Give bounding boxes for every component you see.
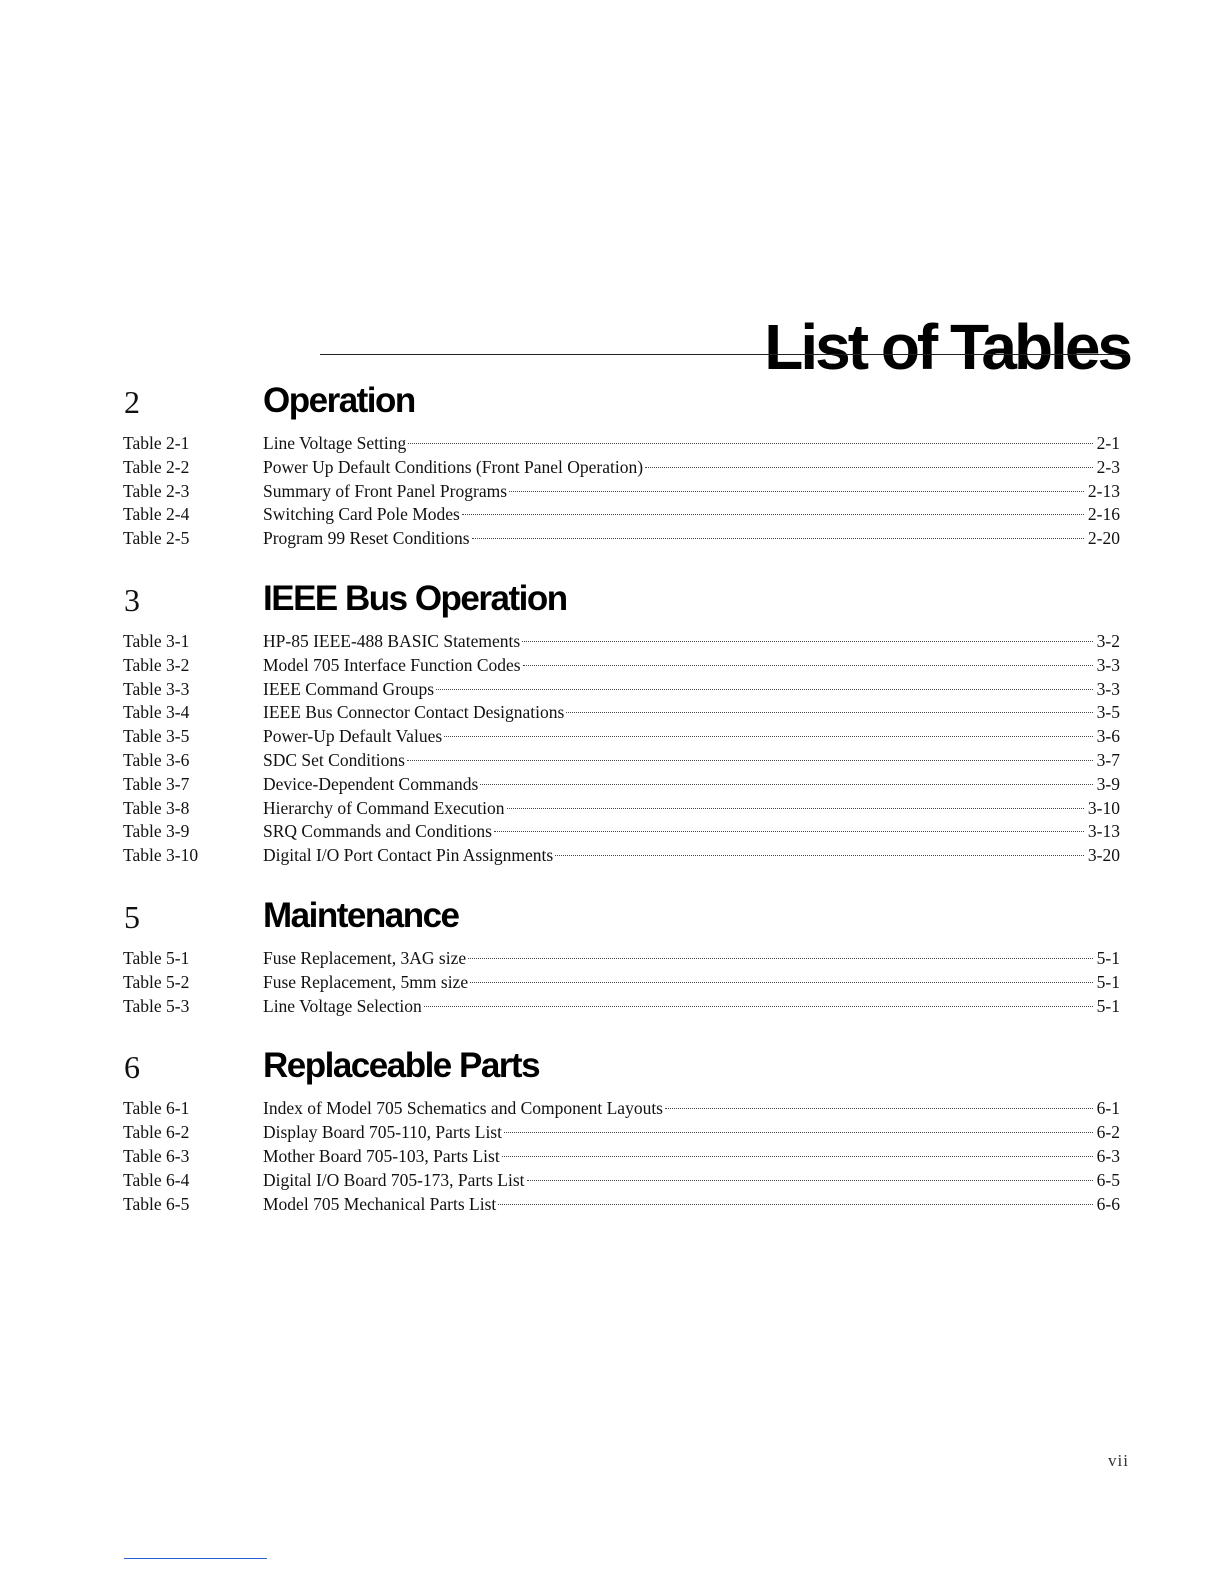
table-title: Digital I/O Board 705-173, Parts List: [263, 1169, 525, 1190]
section-header: [0, 1045, 1224, 1097]
page-reference: 6-2: [1096, 1122, 1120, 1143]
dot-leader: [407, 760, 1093, 761]
dot-leader: [444, 736, 1093, 737]
toc-entry[interactable]: [0, 1121, 1224, 1145]
table-label: Table 3-8: [123, 797, 190, 818]
table-title: Power-Up Default Values: [263, 726, 443, 747]
toc-entry[interactable]: [0, 947, 1224, 971]
table-title: Hierarchy of Command Execution: [263, 797, 505, 818]
dot-leader: [509, 491, 1084, 492]
footer-rule: [124, 1558, 267, 1559]
table-label: Table 3-10: [123, 845, 199, 866]
dot-leader: [480, 784, 1092, 785]
table-label: Table 6-5: [123, 1193, 190, 1214]
dot-leader: [424, 1006, 1093, 1007]
table-title: Digital I/O Port Contact Pin Assignments: [263, 845, 554, 866]
table-label: Table 6-4: [123, 1169, 190, 1190]
section-maintenance: [0, 895, 1224, 1018]
section-title: Operation: [263, 381, 415, 420]
page-reference: 6-3: [1096, 1145, 1120, 1166]
toc-entry[interactable]: [0, 654, 1224, 678]
table-title: Summary of Front Panel Programs: [263, 480, 508, 501]
toc-entry[interactable]: [0, 797, 1224, 821]
table-title: Fuse Replacement, 5mm size: [263, 971, 469, 992]
dot-leader: [502, 1156, 1093, 1157]
table-title: Display Board 705-110, Parts List: [263, 1122, 502, 1143]
dot-leader: [665, 1108, 1093, 1109]
toc-entry[interactable]: [0, 773, 1224, 797]
toc-entry[interactable]: [0, 1145, 1224, 1169]
page-reference: 5-1: [1096, 947, 1120, 968]
page-reference: 2-16: [1087, 504, 1120, 525]
table-label: Table 6-1: [123, 1098, 190, 1119]
table-label: Table 3-4: [123, 702, 190, 723]
table-of-tables: [0, 380, 1224, 1243]
page-reference: 5-1: [1096, 971, 1120, 992]
page-title: List of Tables: [764, 310, 1130, 383]
table-title: SDC Set Conditions: [263, 749, 405, 770]
toc-entry[interactable]: [0, 503, 1224, 527]
page-reference: 3-5: [1096, 702, 1120, 723]
page-reference: 6-6: [1096, 1193, 1120, 1214]
title-rule: [320, 354, 1128, 355]
toc-entry[interactable]: [0, 820, 1224, 844]
page-reference: 3-20: [1087, 845, 1120, 866]
toc-entry[interactable]: [0, 749, 1224, 773]
section-number: 6: [124, 1049, 140, 1086]
table-label: Table 3-1: [123, 630, 190, 651]
table-label: Table 3-3: [123, 678, 190, 699]
toc-entry[interactable]: [0, 1193, 1224, 1217]
toc-entry[interactable]: [0, 1169, 1224, 1193]
table-title: HP-85 IEEE-488 BASIC Statements: [263, 630, 521, 651]
table-label: Table 6-2: [123, 1122, 190, 1143]
dot-leader: [504, 1132, 1093, 1133]
table-label: Table 6-3: [123, 1145, 190, 1166]
page-reference: 3-9: [1096, 773, 1120, 794]
page-reference: 5-1: [1096, 995, 1120, 1016]
toc-entry[interactable]: [0, 725, 1224, 749]
table-label: Table 3-5: [123, 726, 190, 747]
dot-leader: [470, 982, 1093, 983]
page-reference: 3-3: [1096, 654, 1120, 675]
table-title: IEEE Command Groups: [263, 678, 435, 699]
dot-leader: [436, 689, 1093, 690]
toc-entry[interactable]: [0, 456, 1224, 480]
table-title: Model 705 Interface Function Codes: [263, 654, 521, 675]
dot-leader: [472, 538, 1084, 539]
toc-entry[interactable]: [0, 527, 1224, 551]
table-label: Table 3-9: [123, 821, 190, 842]
toc-entry[interactable]: [0, 630, 1224, 654]
dot-leader: [462, 514, 1084, 515]
page-reference: 3-6: [1096, 726, 1120, 747]
table-label: Table 3-7: [123, 773, 190, 794]
page-reference: 3-2: [1096, 630, 1120, 651]
toc-entry[interactable]: [0, 971, 1224, 995]
section-header: [0, 380, 1224, 432]
page-reference: 2-13: [1087, 480, 1120, 501]
section-title: IEEE Bus Operation: [263, 578, 567, 618]
page-reference: 2-1: [1096, 433, 1120, 453]
dot-leader: [494, 831, 1084, 832]
table-label: Table 2-3: [123, 480, 190, 501]
toc-entry[interactable]: [0, 432, 1224, 456]
page-reference: 6-1: [1096, 1098, 1120, 1119]
dot-leader: [408, 443, 1092, 444]
table-title: SRQ Commands and Conditions: [263, 821, 492, 842]
page-reference: 3-3: [1096, 678, 1120, 699]
dot-leader: [555, 855, 1084, 856]
table-title: Line Voltage Selection: [263, 995, 422, 1016]
table-title: Switching Card Pole Modes: [263, 504, 460, 525]
table-title: Line Voltage Setting: [263, 433, 407, 453]
table-title: IEEE Bus Connector Contact Designations: [263, 702, 565, 723]
dot-leader: [468, 958, 1093, 959]
dot-leader: [507, 808, 1084, 809]
table-title: Model 705 Mechanical Parts List: [263, 1193, 497, 1214]
table-label: Table 3-2: [123, 654, 190, 675]
table-title: Fuse Replacement, 3AG size: [263, 947, 467, 968]
page-reference: 3-7: [1096, 749, 1120, 770]
dot-leader: [527, 1180, 1093, 1181]
table-label: Table 2-1: [123, 433, 190, 453]
page-reference: 3-10: [1087, 797, 1120, 818]
page-reference: 2-20: [1087, 528, 1120, 549]
table-title: Program 99 Reset Conditions: [263, 528, 470, 549]
toc-entry[interactable]: [0, 995, 1224, 1019]
section-number: 3: [124, 581, 140, 618]
table-label: Table 2-5: [123, 528, 190, 549]
table-label: Table 2-2: [123, 456, 190, 477]
table-title: Mother Board 705-103, Parts List: [263, 1145, 500, 1166]
section-replaceable-parts: [0, 1045, 1224, 1216]
page-reference: 3-13: [1087, 821, 1120, 842]
toc-entry[interactable]: [0, 844, 1224, 868]
toc-entry[interactable]: [0, 480, 1224, 504]
dot-leader: [645, 467, 1093, 468]
table-title: Power Up Default Conditions (Front Panel Operation): [263, 456, 644, 477]
table-label: Table 5-1: [123, 947, 190, 968]
toc-entry[interactable]: [0, 1097, 1224, 1121]
table-label: Table 5-2: [123, 971, 190, 992]
table-label: Table 3-6: [123, 749, 190, 770]
section-title: Replaceable Parts: [263, 1046, 540, 1086]
table-label: Table 2-4: [123, 504, 190, 525]
section-header: [0, 578, 1224, 630]
dot-leader: [523, 665, 1093, 666]
section-number: 2: [124, 384, 140, 420]
section-header: [0, 895, 1224, 947]
section-number: 5: [124, 898, 140, 935]
table-title: Device-Dependent Commands: [263, 773, 479, 794]
section-operation: [0, 380, 1224, 551]
toc-entry[interactable]: [0, 678, 1224, 702]
section-title: Maintenance: [263, 895, 459, 935]
section-ieee-bus-operation: [0, 578, 1224, 868]
dot-leader: [566, 712, 1092, 713]
page-reference: 2-3: [1096, 456, 1120, 477]
dot-leader: [522, 641, 1093, 642]
table-title: Index of Model 705 Schematics and Component Layouts: [263, 1098, 663, 1119]
page-number: vii: [1108, 1451, 1129, 1470]
table-label: Table 5-3: [123, 995, 190, 1016]
toc-entry[interactable]: [0, 701, 1224, 725]
dot-leader: [498, 1204, 1092, 1205]
page-reference: 6-5: [1096, 1169, 1120, 1190]
